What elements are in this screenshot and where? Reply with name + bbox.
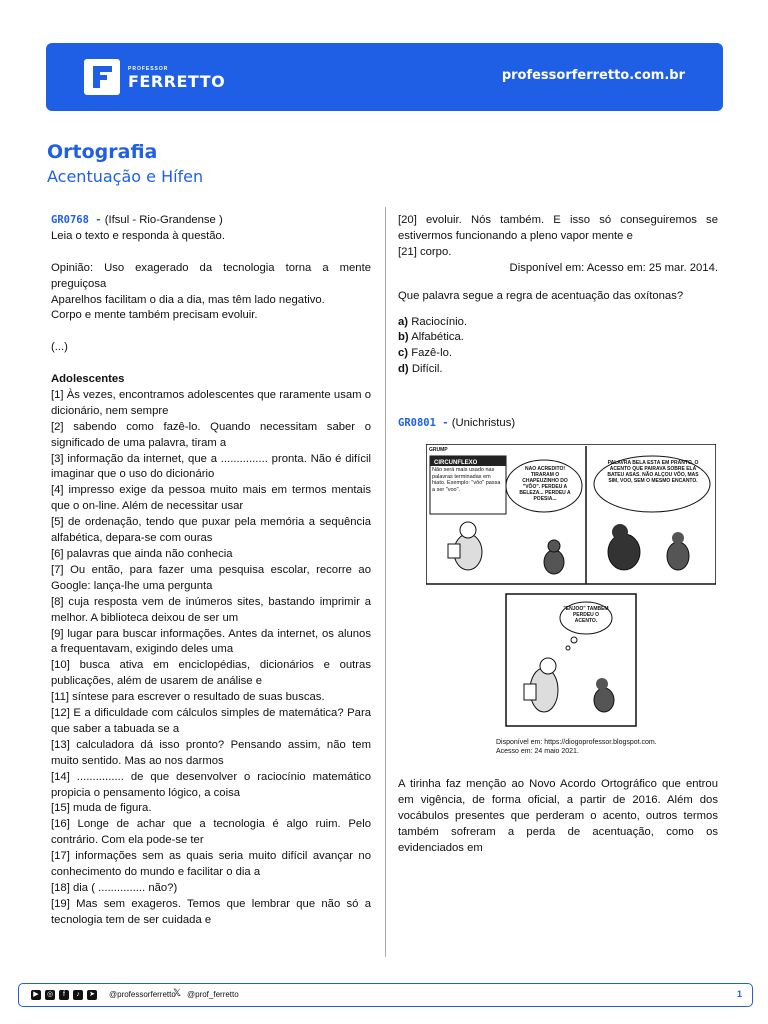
text-source: Disponível em: Acesso em: 25 mar. 2014. [509, 261, 718, 274]
social-icons [31, 990, 97, 1000]
comic-credit-1: Disponível em: https://diogoprofessor.blogspot.com. [496, 739, 657, 746]
text-line: [2] sabendo como fazê-lo. Quando necessitam saber o significado de uma palavra, tiram a [51, 420, 371, 449]
text-subtitle-2: Corpo e mente também precisam evoluir. [51, 309, 258, 322]
logo-name: FERRETTO [128, 72, 226, 91]
footer-handle-1[interactable]: @professorferretto [109, 990, 176, 999]
comic-strip [426, 444, 716, 754]
footer-handle-2[interactable]: @prof_ferretto [187, 990, 239, 999]
text-line: [17] informações sem as quais seria muito difícil avançar no conhecimento do mundo e facilitar o dia a [51, 850, 371, 879]
header-banner [46, 43, 723, 111]
facebook-icon[interactable]: f [59, 990, 69, 1000]
question-source: (Ifsul - Rio-Grandense ) [104, 214, 223, 226]
x-icon[interactable]: 𝕏 [173, 988, 182, 999]
question2-source: (Unichristus) [451, 417, 516, 430]
text-subtitle-1: Aparelhos facilitam o dia a dia, mas têm lado negativo. [51, 293, 325, 306]
logo-small-text: PROFESSOR [128, 66, 169, 72]
question-header [51, 213, 371, 229]
text-line: [7] Ou então, para fazer uma pesquisa escolar, recorre ao Google: lança-lhe uma pergunta [51, 563, 371, 592]
text-line: [11] síntese para escrever o resultado de suas buscas. [51, 691, 325, 704]
text-line: [13] calculadora dá isso pronto? Pensando assim, não tem muito sentido. Mas ao nos darmos [51, 738, 371, 767]
question-code: GR0768 - [51, 214, 102, 226]
right-column [398, 213, 718, 432]
option-d[interactable]: d) Difícil. [398, 363, 443, 376]
instruction: Leia o texto e responda à questão. [51, 229, 225, 242]
ferretto-logo-icon [84, 59, 120, 95]
text-line: [20] evoluir. Nós também. E isso só conseguiremos se estivermos funcionando a pleno vapor mente e [398, 214, 718, 242]
text-line: [10] busca ativa em enciclopédias, dicionários e outras publicações, além de usarem de análise e [51, 659, 371, 688]
text-line: [5] de ordenação, tendo que puxar pela memória a sequência alfabética, depara-se com ouras [51, 516, 371, 545]
comic-bubble-2: PALAVRA BELA ESTÁ EM PRANTO. O ACENTO QUE PAIRAVA SOBRE ELA BATEU ASAS. NÃO ALÇOU VÔO, MAS SIM, VOO, SEM O MESMO ENCANTO. [607, 460, 699, 484]
text-line: [6] palavras que ainda não conhecia [51, 547, 233, 560]
text-line: [4] impresso exige da pessoa muito mais em termos mentais que o on-line. Além de necessitar usar [51, 484, 371, 513]
text-line: [21] corpo. [398, 245, 452, 258]
text-line: [1] Às vezes, encontramos adolescentes que raramente usam o dicionário, nem sempre [51, 388, 371, 417]
site-link[interactable]: professorferretto.com.br [501, 68, 685, 83]
option-b[interactable]: b) Alfabética. [398, 331, 464, 344]
section-heading: Adolescentes [51, 373, 125, 386]
text-line: [9] lugar para buscar informações. Antes da internet, os alunos a frequentavam, exigindo deles uma [51, 627, 371, 656]
footer-bar [18, 983, 753, 1007]
option-c[interactable]: c) Fazê-lo. [398, 347, 452, 360]
text-line: [12] E a dificuldade com cálculos simples de matemática? Para que saber a tabuada se a [51, 707, 371, 735]
left-column [51, 213, 371, 929]
text-line: [8] cuja resposta vem de inúmeros sites, bastando imprimir a melhor. A biblioteca deixou de ser um [51, 595, 371, 624]
tiktok-icon[interactable]: ♪ [73, 990, 83, 1000]
instagram-icon[interactable]: ◎ [46, 991, 54, 998]
question2-code: GR0801 - [398, 417, 449, 430]
comic-caption-text: Não será mais usado nas palavras terminadas em hiato. Exemplo: "vôo" passa a ser "voo". [432, 467, 501, 493]
column-divider [385, 207, 386, 957]
question2-header [398, 416, 718, 432]
comic-brand: GRUMP [429, 447, 448, 453]
comic-bubble-3: "ENJOO" TAMBÉM PERDEU O ACENTO. [563, 606, 609, 624]
telegram-icon[interactable]: ➤ [87, 990, 97, 1000]
text-line: [16] Longe de achar que a tecnologia é algo ruim. Pelo contrário. Com ela pode-se ter [51, 818, 371, 847]
question2-paragraph: A tirinha faz menção ao Novo Acordo Ortográfico que entrou em vigência, de forma oficial, a partir de 2016. Além dos vocábulos presentes que perderam o acento, outros termos também sofreram a perda de acentuação, como os evidenciados em [398, 778, 718, 854]
text-line: [14] ............... de que desenvolver o raciocínio matemático propicia o pensamento lógico, a coisa [51, 770, 371, 799]
text-line: [15] muda de figura. [51, 802, 152, 815]
page-subtitle: Acentuação e Hífen [47, 167, 204, 186]
text-title: Opinião: Uso exagerado da tecnologia torna a mente preguiçosa [51, 261, 371, 290]
comic-bubble-1: NÃO ACREDITO! TIRARAM O CHAPEUZINHO DO "VÔO". PERDEU A BELEZA... PERDEU A POESIA... [519, 466, 571, 502]
text-line: [18] dia ( ............... não?) [51, 882, 178, 895]
comic-caption-title: CIRCUNFLEXO [434, 460, 478, 466]
text-line: [3] informação da internet, que a ............... pronta. Não é difícil imaginar que o uso do dicionário [51, 452, 371, 481]
question-prompt: Que palavra segue a regra de acentuação das oxítonas? [398, 289, 684, 302]
option-a[interactable]: a) Raciocínio. [398, 315, 468, 328]
comic-credit-2: Acesso em: 24 maio 2021. [496, 748, 579, 754]
ellipsis: (...) [51, 341, 68, 354]
page-title: Ortografia [47, 141, 158, 163]
text-line: [19] Mas sem exageros. Temos que lembrar que não só a tecnologia tem de ser cuidada e [51, 897, 371, 926]
youtube-icon[interactable]: ▶ [31, 990, 41, 1000]
page-number: 1 [736, 989, 742, 999]
